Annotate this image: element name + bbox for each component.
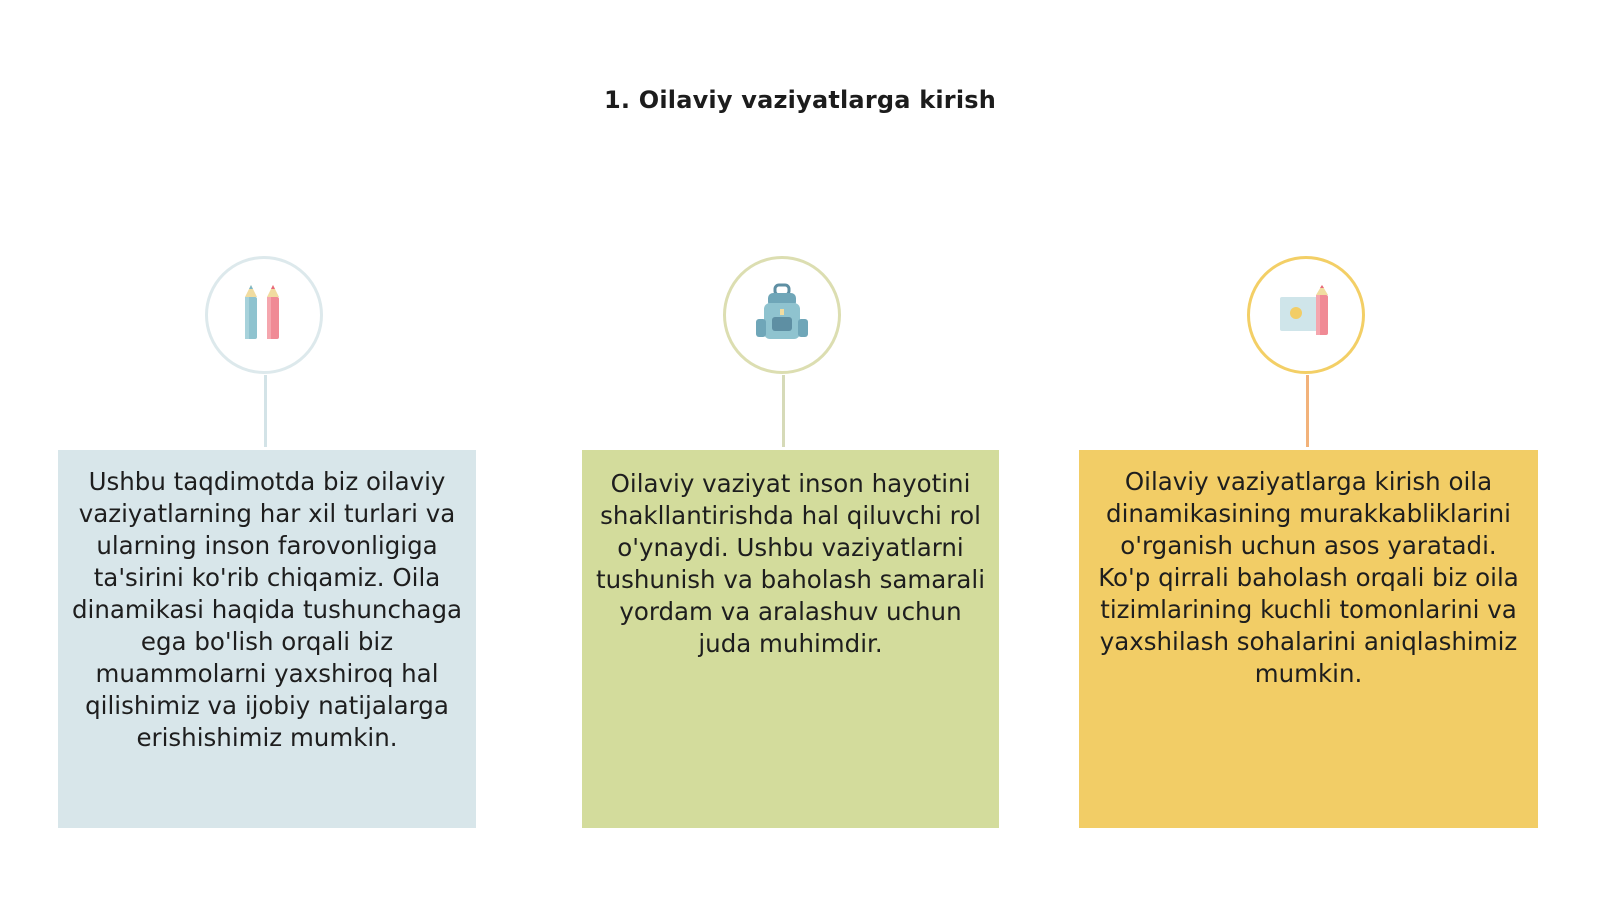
backpack-icon — [752, 283, 812, 347]
colored-pencils-icon — [239, 283, 289, 347]
info-card-2 — [582, 450, 999, 828]
connector-line-2 — [782, 375, 785, 447]
icon-ring-1 — [205, 256, 323, 374]
icon-ring-2 — [723, 256, 841, 374]
connector-line-1 — [264, 375, 267, 447]
drawing-pencil-icon — [1276, 283, 1336, 347]
card-text-1: Ushbu taqdimotda biz oilaviy vaziyatlarning har xil turlari va ularning inson farovonligiga ta'sirini ko'rib chiqamiz. Oila dinamikasi haqida tushunchaga ega bo'lish orqali biz muammolarni yaxshiroq hal qilishimiz va ijobiy natijalarga erishishimiz mumkin. — [72, 467, 463, 752]
connector-line-3 — [1306, 375, 1309, 447]
icon-ring-3 — [1247, 256, 1365, 374]
info-card-3 — [1079, 450, 1538, 828]
info-card-1 — [58, 450, 476, 828]
card-text-2: Oilaviy vaziyat inson hayotini shakllantirishda hal qiluvchi rol o'ynaydi. Ushbu vaziyatlarni tushunish va baholash samarali yordam va aralashuv uchun juda muhimdir. — [596, 469, 986, 658]
slide-title: 1. Oilaviy vaziyatlarga kirish — [603, 86, 997, 114]
card-text-3: Oilaviy vaziyatlarga kirish oila dinamikasining murakkabliklarini o'rganish uchun asos yaratadi. Ko'p qirrali baholash orqali biz oila tizimlarining kuchli tomonlarini va yaxshilash sohalarini aniqlashimiz mumkin. — [1098, 467, 1519, 688]
